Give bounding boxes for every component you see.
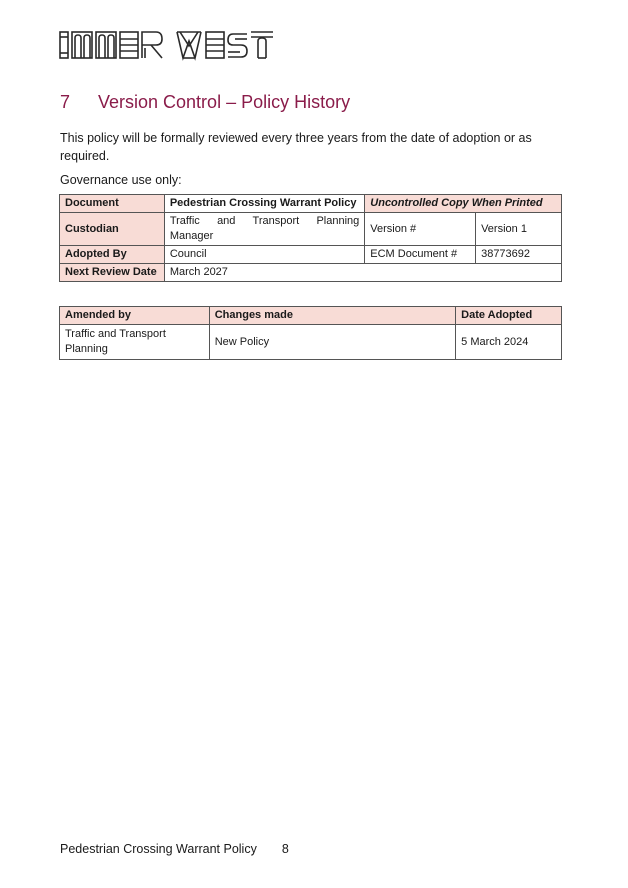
document-value: Pedestrian Crossing Warrant Policy [164, 195, 364, 213]
review-paragraph: This policy will be formally reviewed every three years from the date of adoption or as required. [60, 131, 532, 163]
next-review-value: March 2027 [164, 264, 561, 282]
custodian-value-line-2: Manager [169, 230, 214, 242]
footer-title: Pedestrian Crossing Warrant Policy [60, 842, 257, 856]
custodian-value [164, 213, 364, 246]
table-row [60, 264, 562, 282]
header-amended-by: Amended by [60, 307, 210, 325]
inner-west-logo [59, 29, 299, 61]
section-number: 7 [60, 92, 71, 112]
adopted-by-label: Adopted By [60, 246, 165, 264]
ecm-label: ECM Document # [365, 246, 476, 264]
page-number: 8 [281, 842, 289, 856]
governance-table [59, 194, 562, 282]
history-table [59, 306, 562, 360]
table-row [60, 246, 562, 264]
table-row [60, 195, 562, 213]
amended-by-cell: Traffic and Transport Planning [60, 325, 210, 360]
page-footer [60, 842, 289, 856]
changes-made-cell: New Policy [209, 325, 455, 360]
section-heading [60, 92, 350, 113]
date-adopted-cell: 5 March 2024 [456, 325, 562, 360]
document-label: Document [60, 195, 165, 213]
adopted-by-value: Council [164, 246, 364, 264]
ecm-value: 38773692 [476, 246, 562, 264]
table-row [60, 325, 562, 360]
custodian-label: Custodian [60, 213, 165, 246]
version-label: Version # [365, 213, 476, 246]
table-header-row [60, 307, 562, 325]
uncontrolled-copy-label: Uncontrolled Copy When Printed [365, 195, 562, 213]
table-row [60, 213, 562, 246]
section-title: Version Control – Policy History [98, 92, 351, 112]
header-changes-made: Changes made [209, 307, 455, 325]
custodian-value-line-1: Traffic and Transport Planning [169, 215, 360, 227]
header-date-adopted: Date Adopted [456, 307, 562, 325]
next-review-label: Next Review Date [60, 264, 165, 282]
version-value: Version 1 [476, 213, 562, 246]
governance-paragraph: Governance use only: [60, 173, 182, 187]
